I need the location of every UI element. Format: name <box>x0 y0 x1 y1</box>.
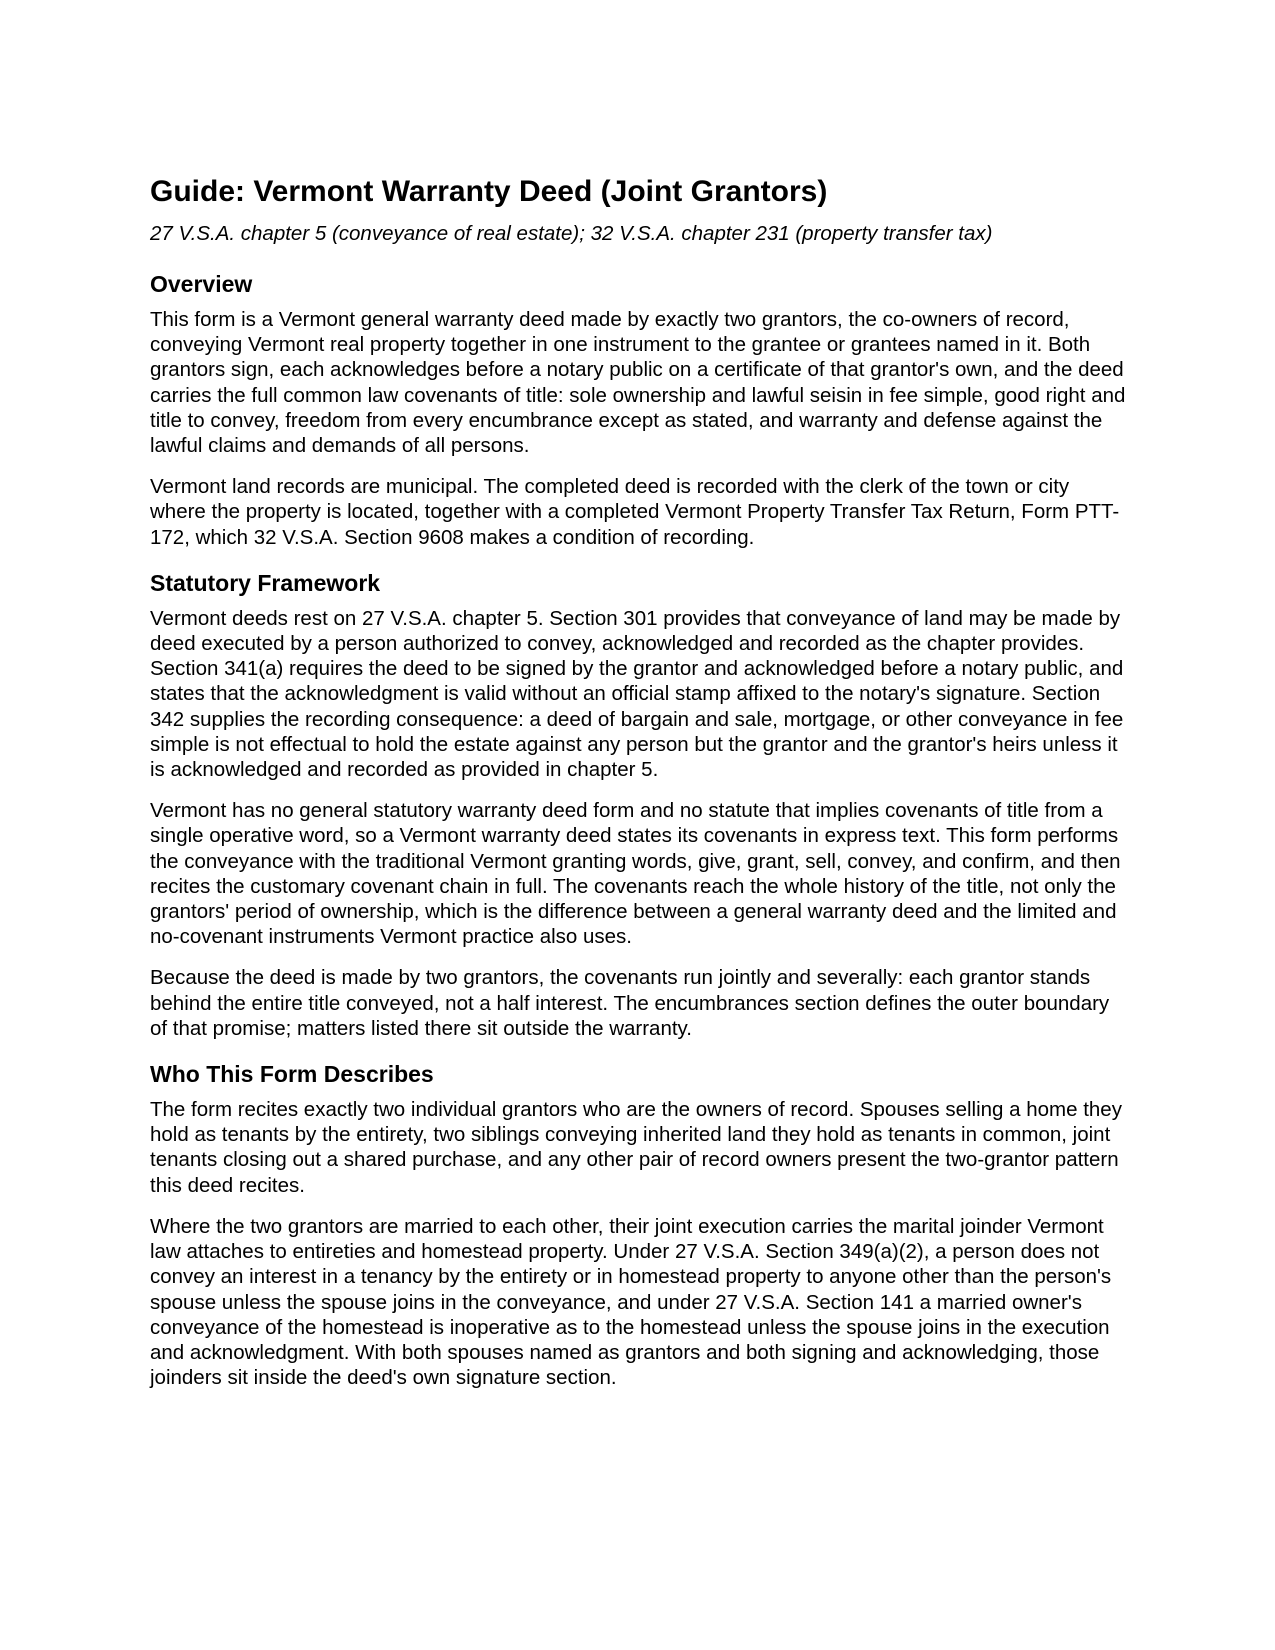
paragraph: Vermont has no general statutory warranty deed form and no statute that implies covenants of title from a single operative word, so a Vermont warranty deed states its covenants in express text. This form performs the conveyance with the traditional Vermont granting words, give, grant, sell, convey, and confirm, and then recites the customary covenant chain in full. The covenants reach the whole history of the title, not only the grantors' period of ownership, which is the difference between a general warranty deed and the limited and no-covenant instruments Vermont practice also uses. <box>150 799 1121 949</box>
paragraph: Because the deed is made by two grantors, the covenants run jointly and severally: each grantor stands behind the entire title conveyed, not a half interest. The encumbrances section defines the outer boundary of that promise; matters listed there sit outside the warranty. <box>150 966 1110 1040</box>
paragraph: Vermont land records are municipal. The completed deed is recorded with the clerk of the town or city where the property is located, together with a completed Vermont Property Transfer Tax Return, Form PTT-172, which 32 V.S.A. Section 9608 makes a condition of recording. <box>150 475 1120 549</box>
paragraph: Where the two grantors are married to each other, their joint execution carries the marital joinder Vermont law attaches to entireties and homestead property. Under 27 V.S.A. Section 349(a)(2), a person does not convey an interest in a tenancy by the entirety or in homestead property to anyone other than the person's spouse unless the spouse joins in the conveyance, and under 27 V.S.A. Section 141 a married owner's conveyance of the homestead is inoperative as to the homestead unless the spouse joins in the execution and acknowledgment. With both spouses named as grantors and both signing and acknowledging, those joinders sit inside the deed's own signature section. <box>150 1214 1112 1390</box>
section-heading-who-this-form-describes: Who This Form Describes <box>150 1061 434 1088</box>
document-page <box>150 172 1130 1390</box>
section-heading-overview: Overview <box>150 271 253 297</box>
paragraph: Vermont deeds rest on 27 V.S.A. chapter 5. Section 301 provides that conveyance of land may be made by deed executed by a person authorized to convey, acknowledged and recorded as the chapter provides. Section 341(a) requires the deed to be signed by the grantor and acknowledged before a notary public, and states that the acknowledgment is valid without an official stamp affixed to the notary's signature. Section 342 supplies the recording consequence: a deed of bargain and sale, mortgage, or other conveyance in fee simple is not effectual to hold the estate against any person but the grantor and the grantor's heirs unless it is acknowledged and recorded as provided in chapter 5. <box>150 606 1124 782</box>
page-title: Guide: Vermont Warranty Deed (Joint Grantors) <box>150 175 828 208</box>
paragraph: The form recites exactly two individual grantors who are the owners of record. Spouses selling a home they hold as tenants by the entirety, two siblings conveying inherited land they hold as tenants in common, joint tenants closing out a shared purchase, and any other pair of record owners present the two-grantor pattern this deed recites. <box>150 1098 1122 1197</box>
paragraph: This form is a Vermont general warranty deed made by exactly two grantors, the co-owners of record, conveying Vermont real property together in one instrument to the grantee or grantees named in it. Both grantors sign, each acknowledges before a notary public on a certificate of that grantor's own, and the deed carries the full common law covenants of title: sole ownership and lawful seisin in fee simple, good right and title to convey, freedom from every encumbrance except as stated, and warranty and defense against the lawful claims and demands of all persons. <box>150 308 1126 458</box>
section-heading-statutory-framework: Statutory Framework <box>150 569 381 596</box>
section-overview <box>150 269 1130 550</box>
section-who-this-form-describes <box>150 1059 1130 1390</box>
section-statutory-framework <box>150 568 1130 1041</box>
page-subtitle: 27 V.S.A. chapter 5 (conveyance of real estate); 32 V.S.A. chapter 231 (property transfer tax) <box>150 222 993 245</box>
